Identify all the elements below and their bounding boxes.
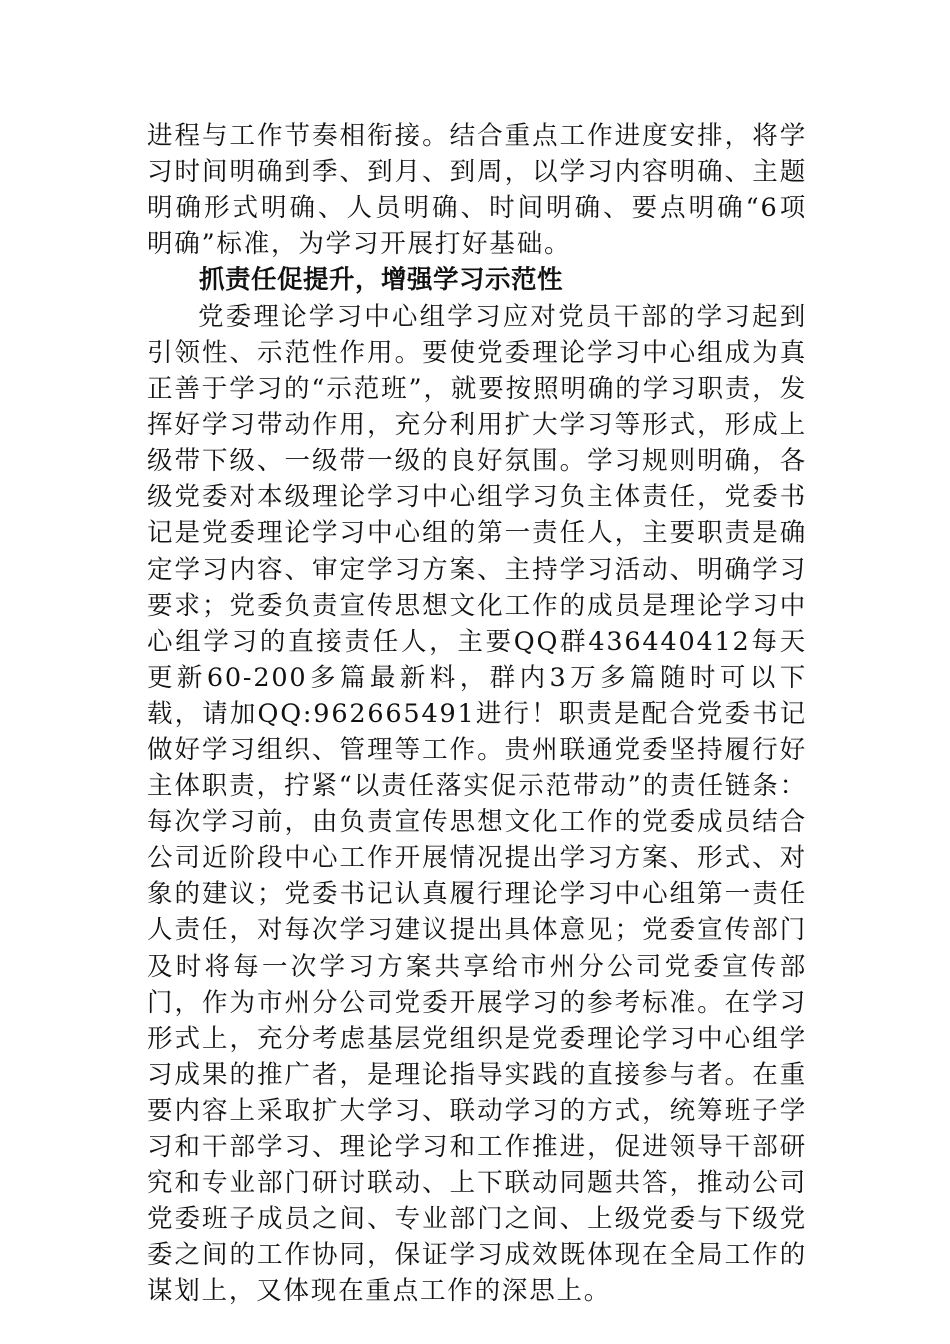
paragraph-body: 党委理论学习中心组学习应对党员干部的学习起到引领性、示范性作用。要使党委理论学习中心组成为真正善于学习的“示范班”，就要按照明确的学习职责，发挥好学习带动作用，充分利用扩大学习等形式，形成上级带下级、一级带一级的良好氛围。学习规则明确，各级党委对本级理论学习中心组学习负主体责任，党委书记是党委理论学习中心组的第一责任人，主要职责是确定学习内容、审定学习方案、主持学习活动、明确学习要求；党委负责宣传思想文化工作的成员是理论学习中心组学习的直接责任人，主要QQ群436440412每天更新60-200多篇最新料，群内3万多篇随时可以下载，请加QQ:962665491进行！职责是配合党委书记做好学习组织、管理等工作。贵州联通党委坚持履行好主体职责，拧紧“以责任落实促示范带动”的责任链条：每次学习前，由负责宣传思想文化工作的党委成员结合公司近阶段中心工作开展情况提出学习方案、形式、对象的建议；党委书记认真履行理论学习中心组第一责任人责任，对每次学习建议提出具体意见；党委宣传部门及时将每一次学习方案共享给市州分公司党委宣传部门，作为市州分公司党委开展学习的参考标准。在学习形式上，充分考虑基层党组织是党委理论学习中心组学习成果的推广者，是理论指导实践的直接参与者。在重要内容上采取扩大学习、联动学习的方式，统筹班子学习和干部学习、理论学习和工作推进，促进领导干部研究和专业部门研讨联动、上下联动同题共答，推动公司党委班子成员之间、专业部门之间、上级党委与下级党委之间的工作协同，保证学习成效既体现在全局工作的谋划上，又体现在重点工作的深思上。	[147, 301, 807, 1307]
document-body	[147, 118, 807, 1310]
section-heading: 抓责任促提升，增强学习示范性	[199, 265, 564, 296]
paragraph-continued: 进程与工作节奏相衔接。结合重点工作进度安排，将学习时间明确到季、到月、到周，以学习内容明确、主题明确形式明确、人员明确、时间明确、要点明确“6项明确”标准，为学习开展打好基础。	[147, 121, 807, 260]
